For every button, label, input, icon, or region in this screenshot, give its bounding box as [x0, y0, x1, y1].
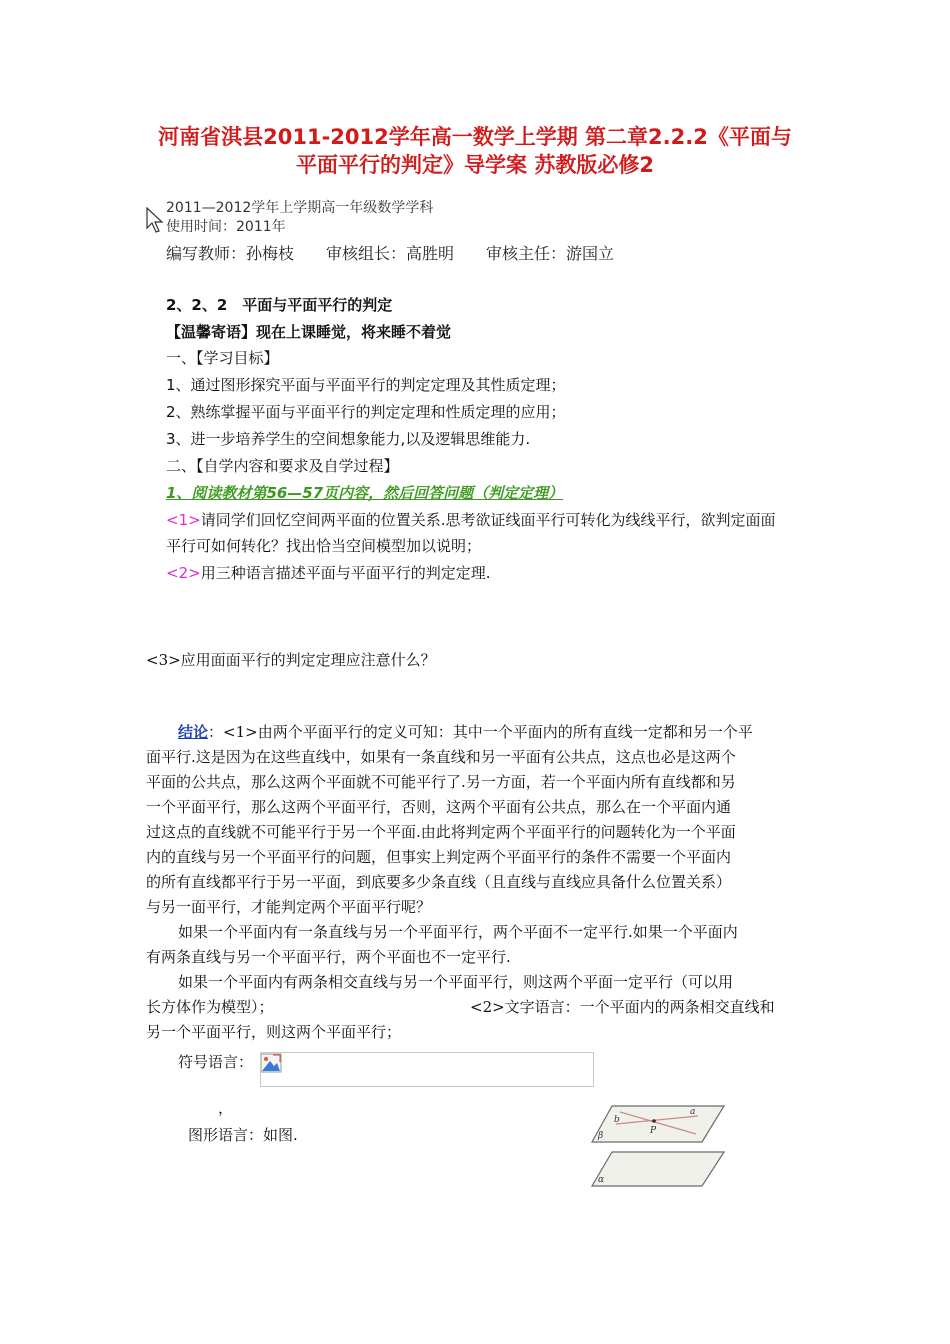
conclusion-line-6: 内的直线与另一个平面平行的问题，但事实上判定两个平面平行的条件不需要一个平面内 — [146, 848, 732, 866]
paragraph-3-line-b — [146, 995, 816, 1020]
question-2-line — [166, 562, 490, 583]
label-b: b — [614, 1115, 620, 1125]
reading-assignment: 1、阅读教材第56—57页内容，然后回答问题（判定定理） — [166, 484, 564, 502]
mouse-cursor-icon — [146, 207, 164, 237]
question-1-text: 请同学们回忆空间两平面的位置关系.思考欲证线面平行可转化为线线平行，欲判定面面 — [200, 511, 776, 529]
paragraph-3-right: <2>文字语言：一个平面内的两条相交直线和 — [470, 998, 775, 1016]
document-title-line1: 河南省淇县2011-2012学年高一数学上学期 第二章2.2.2《平面与 — [158, 125, 792, 149]
document-title-line2: 平面平行的判定》导学案 苏教版必修2 — [296, 153, 654, 177]
conclusion-line-2: 面平行.这是因为在这些直线中，如果有一条直线和另一平面有公共点，这点也必是这两个 — [146, 748, 736, 766]
question-2-text: 用三种语言描述平面与平面平行的判定定理. — [200, 564, 491, 582]
conclusion-line-5: 过这点的直线就不可能平行于另一个平面.由此将判定两个平面平行的问题转化为一个平面 — [146, 823, 736, 841]
conclusion-line-1: 结论：<1>由两个平面平行的定义可知：其中一个平面内的所有直线一定都和另一个平 — [178, 723, 753, 741]
conclusion-block — [146, 720, 816, 1045]
label-a: a — [690, 1107, 696, 1117]
goal-item-2: 2、熟练掌握平面与平面平行的判定定理和性质定理的应用； — [166, 403, 566, 421]
question-1-marker: <1> — [166, 511, 201, 529]
paragraph-2-line-a: 如果一个平面内有一条直线与另一个平面平行，两个平面不一定平行.如果一个平面内 — [178, 923, 738, 941]
paragraph-3-left: 长方体作为模型）； — [146, 998, 274, 1016]
section-title: 2、2、2 平面与平面平行的判定 — [166, 296, 393, 314]
selfstudy-heading: 二、【自学内容和要求及自学过程】 — [166, 457, 399, 475]
label-alpha: α — [598, 1175, 605, 1185]
motto: 【温馨寄语】现在上课睡觉，将来睡不着觉 — [166, 323, 452, 341]
goal-item-3: 3、进一步培养学生的空间想象能力,以及逻辑思维能力. — [166, 430, 531, 448]
conclusion-keyword: 结论 — [178, 723, 209, 741]
stray-comma: ， — [218, 1099, 234, 1117]
question-1-line-a — [166, 509, 775, 530]
symbol-language-image-frame — [260, 1052, 594, 1087]
conclusion-line-3: 平面的公共点，那么这两个平面就不可能平行了.另一方面，若一个平面内所有直线都和另 — [146, 773, 736, 791]
question-1-line-b: 平行可如何转化？找出恰当空间模型加以说明； — [166, 537, 482, 555]
usage-time-line: 使用时间：2011年 — [166, 219, 286, 235]
conclusion-line-4: 一个平面平行，那么这两个平面平行，否则，这两个平面有公共点，那么在一个平面内通 — [146, 798, 732, 816]
symbol-language-label: 符号语言： — [178, 1053, 254, 1071]
conclusion-line-7: 的所有直线都平行于另一平面，到底要多少条直线（且直线与直线应具备什么位置关系） — [146, 873, 732, 891]
question-3: <3>应用面面平行的判定定理应注意什么？ — [146, 651, 436, 669]
label-P: P — [650, 1126, 657, 1136]
figure-language-label: 图形语言：如图. — [188, 1126, 298, 1144]
conclusion-line-8: 与另一面平行，才能判定两个平面平行呢？ — [146, 898, 432, 916]
paragraph-3-line-a: 如果一个平面内有两条相交直线与另一个平面平行，则这两个平面一定平行（可以用 — [178, 973, 734, 991]
parallel-planes-figure — [590, 1100, 730, 1196]
school-year-line: 2011—2012学年上学期高一年级数学学科 — [166, 200, 434, 216]
paragraph-2-line-b: 有两条直线与另一个平面平行，两个平面也不一定平行. — [146, 948, 511, 966]
paragraph-3-line-c: 另一个平面平行，则这两个平面平行； — [146, 1023, 402, 1041]
goals-heading: 一、【学习目标】 — [166, 349, 279, 367]
staff-line: 编写教师：孙梅枝 审核组长：高胜明 审核主任：游国立 — [166, 244, 615, 263]
question-2-marker: <2> — [166, 564, 201, 582]
label-beta: β — [598, 1131, 604, 1141]
goal-item-1: 1、通过图形探究平面与平面平行的判定定理及其性质定理； — [166, 376, 566, 394]
